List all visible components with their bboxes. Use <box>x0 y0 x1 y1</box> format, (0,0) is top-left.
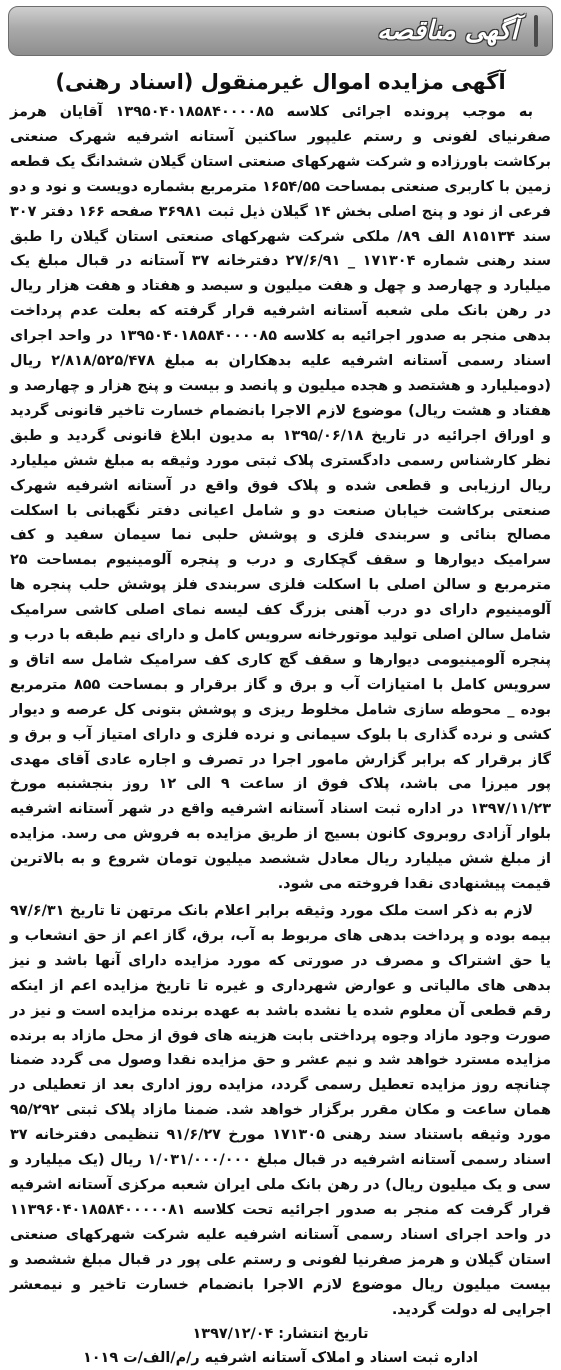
banner-title: آگهی مناقصه <box>377 16 518 46</box>
banner-divider <box>534 15 538 47</box>
issuing-office: اداره ثبت اسناد و املاک آستانه اشرفیه ر/م/الف/ت ۱۰۱۹ <box>82 1350 479 1367</box>
notice-paragraph: به موجب پرونده اجرائی کلاسه ۱۳۹۵۰۴۰۱۸۵۸۴۰۰۰۰۸۵ آقایان هرمز صفرنیای لفونی و رستم علیپور ساکنین آستانه اشرفیه شهرک صنعتی برکاشت باورزاده و شرکت شهرکهای صنعتی استان گیلان ششدانگ یک قطعه زمین با کاربری صنعتی بمساحت ۱۶۵۴/۵۵ مترمربع بشماره دویست و نود و دو فرعی از نود و پنج اصلی بخش ۱۴ گیلان ذیل ثبت ۳۶۹۸۱ صفحه ۱۶۶ دفتر ۳۰۷ سند ۸۱۵۱۳۴ الف ۸۹/ ملکی شرکت شهرکهای صنعتی استان گیلان را طبق سند رهنی شماره ۱۷۱۳۰۴ _ ۲۷/۶/۹۱ دفترخانه ۳۷ آستانه در قبال مبلغ یک میلیارد و چهارصد و چهل و هفت میلیون و سیصد و هفتاد و هفت هزار ریال در رهن بانک ملی شعبه آستانه اشرفیه قرار گرفته که بعلت عدم پرداخت بدهی منجر به صدور اجرائیه به کلاسه ۱۳۹۵۰۴۰۱۸۵۸۴۰۰۰۰۸۵ در واحد اجرای اسناد رسمی آستانه اشرفیه علیه بدهکاران به مبلغ ۲/۸۱۸/۵۲۵/۴۷۸ ریال (دومیلیارد و هشتصد و هجده میلیون و پانصد و بیست و پنج هزار و چهارصد و هفتاد و هشت ریال) موضوع لازم الاجرا بانضمام خسارت تاخیر قانونی گردید و اوراق اجرائیه در تاریخ ۱۳۹۵/۰۶/۱۸ به مدیون ابلاغ قانونی گردید و طبق نظر کارشناس رسمی دادگستری پلاک ثبتی مورد وثیقه به مبلغ شش میلیارد ریال ارزیابی و قطعی شده و پلاک فوق واقع در آستانه اشرفیه شهرک صنعتی برکاشت خیابان صنعت دو و شامل اعیانی دفتر نگهبانی با اسکلت مصالح بنائی و سربندی فلزی و پوشش حلبی نما سیمان سفید و کف سرامیک دیوارها و سقف گچکاری و درب و پنجره آلومینیوم بمساحت ۲۵ مترمربع و سالن اصلی با اسکلت فلزی سربندی فلز پوشش حلب پنجره ها آلومینیوم دارای دو درب آهنی بزرگ کف لیسه نمای اصلی کاشی سرامیک شامل سالن اصلی تولید موتورخانه سرویس کامل و دارای نیم طبقه با درب و پنجره آلومینیومی دیوارها و سقف گچ کاری کف سرامیک شامل سه اتاق و سرویس کامل با امتیازات آب و برق و گاز برقرار و بمساحت ۸۵۵ مترمربع بوده _ محوطه سازی شامل مخلوط ریزی و پوشش بتونی کل عرصه و دیوار کشی و نرده گذاری با بلوک سیمانی و نرده فلزی و دارای امتیاز آب و برق و گاز برقرار که برابر گزارش مامور اجرا در تصرف و اجاره عادی آقای مهدی پور میرزا می باشد، پلاک فوق از ساعت ۹ الی ۱۲ روز بنجشنبه مورخ ۱۳۹۷/۱۱/۲۳ در اداره ثبت اسناد آستانه اشرفیه واقع در شهر آستانه اشرفیه بلوار آزادی روبروی کانون بسیج از طریق مزایده به فروش می رسد. مزایده از مبلغ شش میلیارد ریال معادل ششصد میلیون تومان شروع و به بالاترین قیمت پیشنهادی نقدا فروخته می شود. <box>10 104 552 893</box>
notice-banner <box>8 6 553 56</box>
publication-date: تاریخ انتشار: ۱۳۹۷/۱۲/۰۴ <box>192 1326 369 1343</box>
notice-headline: آگهی مزایده اموال غیرمنقول (اسناد رهنی) <box>55 70 506 94</box>
notice-paragraph: لازم به ذکر است ملک مورد وثیقه برابر اعلام بانک مرتهن تا تاریخ ۹۷/۶/۳۱ بیمه بوده و پرداخت بدهی های مربوط به آب، برق، گاز اعم از حق انشعاب و یا حق اشتراک و مصرف در صورتی که مورد مزایده دارای آنها باشد و نیز بدهی های مالیاتی و عوارض شهرداری و غیره تا تاریخ مزایده اعم از اینکه رقم قطعی آن معلوم شده یا نشده باشد به عهده برنده مزایده است و نیز در صورت وجود مازاد وجوه پرداختی بابت هزینه های فوق از محل مازاد به برنده مزایده مسترد خواهد شد و نیم عشر و حق مزایده نقدا وصول می گردد ضمنا چنانچه روز مزایده تعطیل رسمی گردد، مزایده روز اداری بعد از تعطیلی در همان ساعت و مکان مقرر برگزار خواهد شد. ضمنا مازاد پلاک ثبتی ۹۵/۲۹۲ مورد وثیقه باستناد سند رهنی ۱۷۱۳۰۵ مورخ ۹۱/۶/۲۷ تنظیمی دفترخانه ۳۷ اسناد رسمی آستانه اشرفیه در قبال مبلغ ۱/۰۳۱/۰۰۰/۰۰۰ ریال (یک میلیارد و سی و یک میلیون ریال) در رهن بانک ملی ایران شعبه مرکزی آستانه اشرفیه قرار گرفت که منجر به صدور اجرائیه تحت کلاسه ۱۱۳۹۶۰۴۰۱۸۵۸۴۰۰۰۰۰۸۱ در واحد اجرای اسناد رسمی آستانه اشرفیه علیه شرکت شهرکهای صنعتی استان گیلان و هرمز صفرنیا لفونی و رستم علی پور در قبال مبلغ ششصد و بیست میلیون ریال موضوع لازم الاجرا بانضمام خسارت تاخیر و نیمعشر اجرایی له دولت گردید. <box>10 903 552 1318</box>
notice-body <box>10 100 551 1322</box>
